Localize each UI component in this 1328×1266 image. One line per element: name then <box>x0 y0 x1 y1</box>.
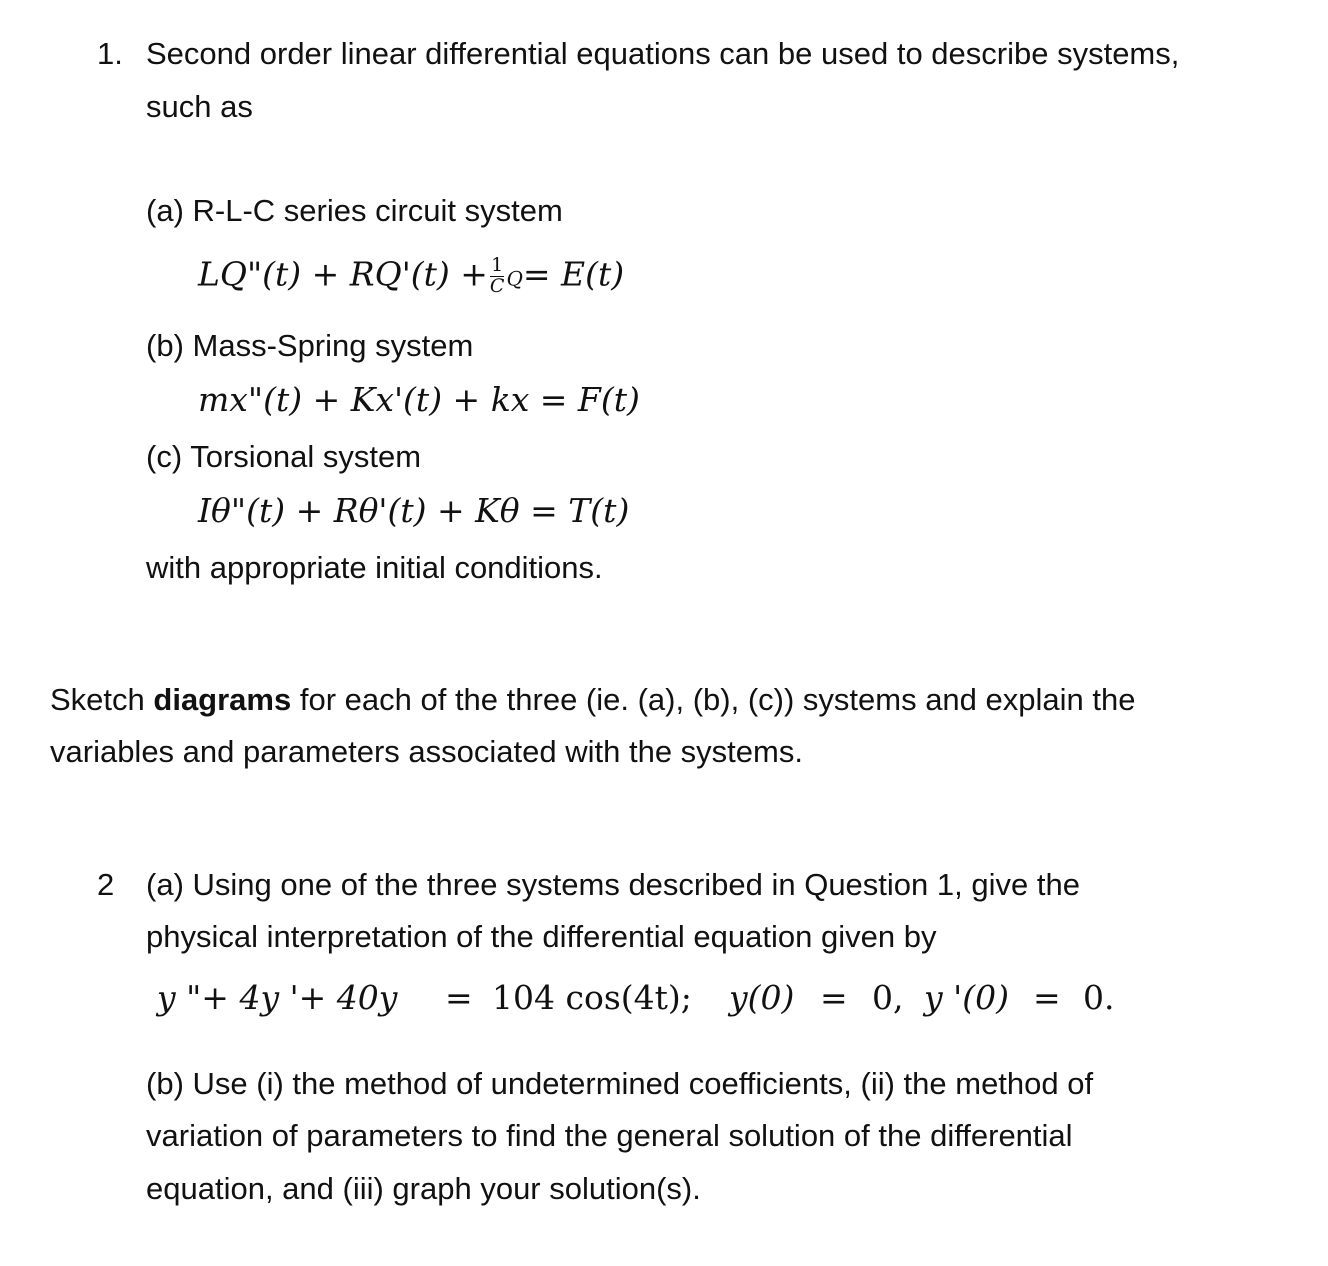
q2-number: 2 <box>97 867 115 902</box>
q1-intro-line2: such as <box>146 89 253 124</box>
ic1-lhs-text: y(0) <box>729 978 795 1017</box>
sketch-instruction-line1 <box>50 684 1135 715</box>
q1-intro-line1: Second order linear differential equations can be used to describe systems, <box>146 36 1180 71</box>
ic1-rhs: 0, <box>872 978 904 1017</box>
q1-part-a-label: (a) R-L-C series circuit system <box>146 193 563 228</box>
ode-lhs <box>157 978 398 1017</box>
q2-part-a-line2: physical interpretation of the differential equation given by <box>146 919 937 954</box>
ode-rhs: 104 cos(4t); <box>492 978 692 1017</box>
initial-conditions-text: with appropriate initial conditions. <box>146 550 603 585</box>
q2-part-b-line1: (b) Use (i) the method of undetermined coefficients, (ii) the method of <box>146 1066 1094 1101</box>
ic2-lhs <box>924 978 1009 1017</box>
mass-spring-equation <box>198 380 640 419</box>
torsional-equation-text: Iθ"(t) + Rθ'(t) + Kθ = T(t) <box>198 491 630 530</box>
ode-equals: = <box>445 978 473 1017</box>
q1-number: 1. <box>97 36 123 71</box>
rlc-fraction <box>490 256 505 297</box>
rlc-fraction-numerator: 1 <box>491 254 504 276</box>
rlc-q: Q <box>506 266 523 291</box>
sketch-text-part2: for each of the three (ie. (a), (b), (c)) systems and explain the <box>291 682 1136 717</box>
sketch-instruction-line2: variables and parameters associated with the systems. <box>50 734 803 769</box>
ic2-equals: = <box>1033 978 1061 1017</box>
rlc-equation-right: = E(t) <box>522 254 625 294</box>
q1-part-c-label: (c) Torsional system <box>146 439 422 474</box>
torsional-equation <box>198 491 630 530</box>
rlc-fraction-denominator: C <box>489 274 505 297</box>
rlc-equation <box>198 256 624 297</box>
ic2-lhs-text: y '(0) <box>924 978 1009 1017</box>
q2-part-b-line3: equation, and (iii) graph your solution(s). <box>146 1171 701 1206</box>
sketch-bold-word: diagrams <box>153 682 292 717</box>
ic1-lhs <box>729 978 795 1017</box>
q2-part-a-line1: (a) Using one of the three systems described in Question 1, give the <box>146 867 1080 902</box>
ode-lhs-text: y "+ 4y '+ 40y <box>157 978 398 1017</box>
ic2-rhs: 0. <box>1083 978 1115 1017</box>
q1-part-b-label: (b) Mass-Spring system <box>146 328 474 363</box>
q2-part-b-line2: variation of parameters to find the general solution of the differential <box>146 1118 1073 1153</box>
mass-spring-equation-text: mx"(t) + Kx'(t) + kx = F(t) <box>198 380 640 419</box>
rlc-equation-left: LQ"(t) + RQ'(t) + <box>198 254 488 294</box>
ic1-equals: = <box>820 978 848 1017</box>
sketch-text-part1: Sketch <box>50 682 154 717</box>
